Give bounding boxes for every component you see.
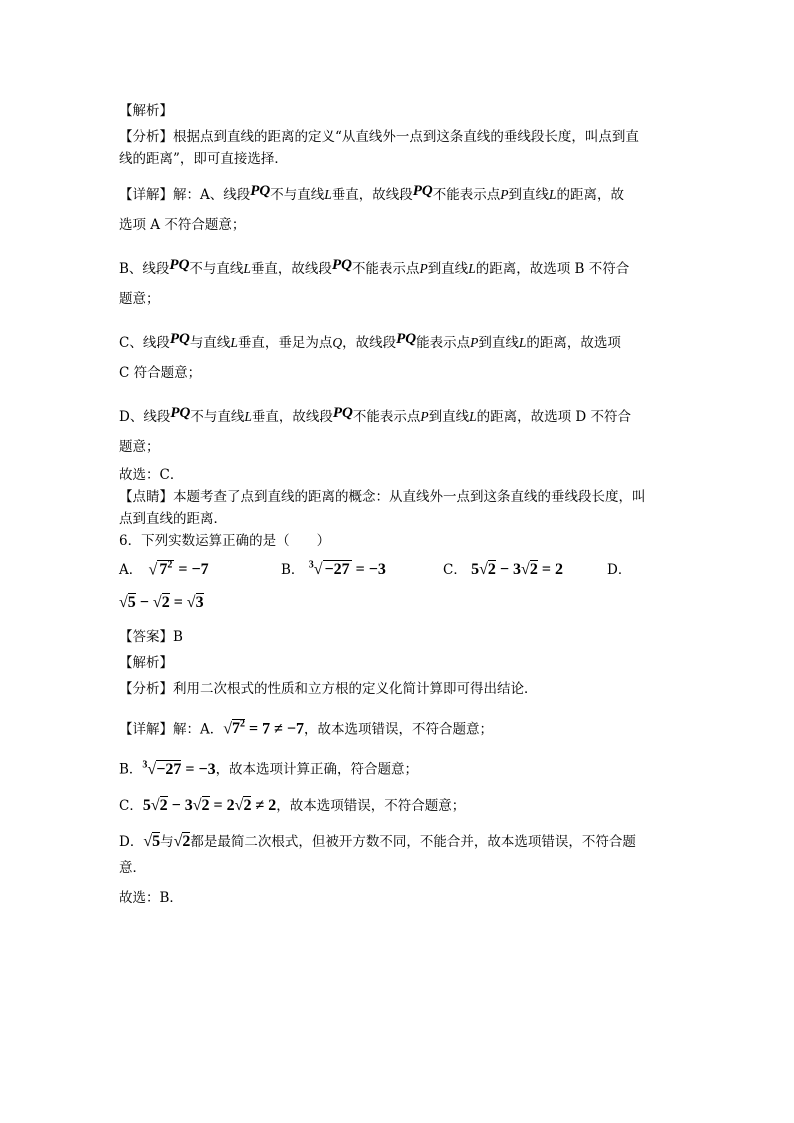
section-heading-2: 【解析】 [119, 655, 173, 671]
detail-2-d: D．√5与√2都是最简二次根式，但被开方数不同，不能合并，故本选项错误，不符合题 [119, 832, 636, 850]
remark-text: 【点睛】本题考查了点到直线的距离的概念：从直线外一点到这条直线的垂线段长度，叫 [119, 489, 646, 505]
detail-2-b: B．$^3$√−27 = −3，故本选项计算正确，符合题意； [119, 759, 419, 778]
detail-option-c: C、线段PQ与直线L垂直，垂足为点Q，故线段PQ能表示点P到直线L的距离，故选项 [119, 331, 621, 351]
detail-2-c: C．5√2 − 3√2 = 2√2 ≠ 2，故本选项错误，不符合题意； [119, 796, 466, 814]
answer-choice: 故选：C． [119, 467, 184, 483]
analysis-text-cont: 线的距离”，即可直接选择． [119, 151, 288, 167]
detail-option-b: B、线段PQ不与直线L垂直，故线段PQ不能表示点P到直线L的距离，故选项 B 不符合 [119, 257, 630, 277]
option-c: C． 5√2 − 3√2 = 2 [443, 561, 563, 578]
option-a: A． √ $7^2 = -7$ [119, 559, 209, 578]
detail-option-d: D、线段PQ不与直线L垂直，故线段PQ不能表示点P到直线L的距离，故选项 D 不符合 [119, 405, 632, 425]
option-d-label: D． [607, 562, 632, 578]
document-page [119, 96, 679, 913]
question-6-options [119, 552, 679, 588]
detail-option-d-cont: 题意； [119, 439, 160, 455]
detail-option-c-cont: C 符合题意； [119, 365, 202, 381]
detail-option-b-cont: 题意； [119, 291, 160, 307]
option-b: B． $^3$√ −27 = −3 [281, 559, 386, 578]
remark-text-cont: 点到直线的距离． [119, 511, 227, 527]
question-6: 6．下列实数运算正确的是（ ） [119, 533, 331, 549]
detail-option-a-cont: 选项 A 不符合题意； [119, 217, 246, 233]
detail-2-d-cont: 意． [119, 859, 146, 876]
section-heading: 【解析】 [119, 103, 173, 119]
answer: 【答案】B [119, 629, 183, 645]
detail-2-a: 【详解】解：A．$√7^2 = 7 \ne -7$，故本选项错误，不符合题意； [119, 719, 494, 738]
detail-option-a: 【详解】解：A、线段PQ不与直线L垂直，故线段PQ不能表示点P到直线L的距离，故 [119, 183, 625, 203]
analysis-text: 【分析】根据点到直线的距离的定义“从直线外一点到这条直线的垂线段长度，叫点到直 [119, 129, 639, 145]
option-d: √5 − √2 = √3 [119, 594, 204, 611]
answer-choice-2: 故选：B． [119, 889, 183, 906]
analysis-text-2: 【分析】利用二次根式的性质和立方根的定义化简计算即可得出结论． [119, 681, 538, 697]
